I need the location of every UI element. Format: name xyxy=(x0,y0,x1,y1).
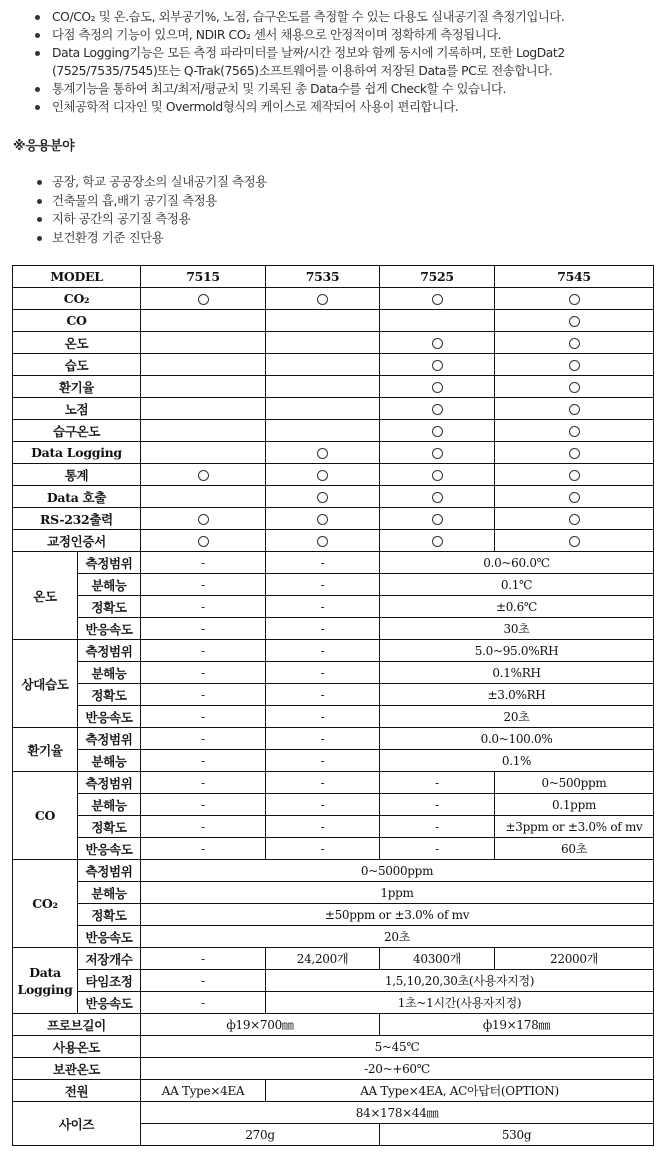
supported-mark-icon xyxy=(569,426,580,437)
spec-cell-7525-7545: ±3.0%RH xyxy=(380,684,654,706)
spec-cell-all-models: 20초 xyxy=(141,926,654,948)
spec-sublabel: 측정범위 xyxy=(78,728,141,750)
spec-cell-7525-7545: 0.1%RH xyxy=(380,662,654,684)
application-text: 공장, 학교 공공장소의 실내공기질 측정용 xyxy=(52,175,267,189)
spec-cell-7535: - xyxy=(266,794,380,816)
feature-label: RS-232출력 xyxy=(13,508,141,530)
supported-mark-icon xyxy=(569,316,580,327)
bullet-icon xyxy=(35,51,40,56)
feature-availability-cell xyxy=(141,288,266,310)
logging-storage-cell: 24,200개 xyxy=(266,948,380,970)
spec-cell-7515: - xyxy=(141,728,266,750)
supported-mark-icon xyxy=(198,294,209,305)
storage-temp-label: 보관온도 xyxy=(13,1058,141,1080)
supported-mark-icon xyxy=(198,536,209,547)
supported-mark-icon xyxy=(317,536,328,547)
supported-mark-icon xyxy=(432,514,443,525)
logging-label-line2: Logging xyxy=(17,981,73,997)
spec-sublabel: 반응속도 xyxy=(78,926,141,948)
feature-label: 환기율 xyxy=(13,376,141,398)
spec-cell-7515: - xyxy=(141,596,266,618)
spec-table xyxy=(12,265,654,1146)
feature-label: CO₂ xyxy=(13,288,141,310)
model-7535-header: 7535 xyxy=(266,266,380,288)
bullet-icon xyxy=(35,87,40,92)
model-7515-header: 7515 xyxy=(141,266,266,288)
feature-label: Data 호출 xyxy=(13,486,141,508)
supported-mark-icon xyxy=(432,470,443,481)
feature-availability-cell xyxy=(495,398,654,420)
spec-cell-7545: 0.1ppm xyxy=(495,794,654,816)
feature-label: CO xyxy=(13,310,141,332)
feature-item xyxy=(0,80,666,98)
logging-spec-row xyxy=(13,948,654,970)
spec-cell-7525: - xyxy=(380,794,495,816)
spec-sublabel: 정확도 xyxy=(78,596,141,618)
spec-sublabel: 측정범위 xyxy=(78,860,141,882)
probe-row xyxy=(13,1014,654,1036)
humidity-spec-row xyxy=(13,706,654,728)
feature-availability-cell xyxy=(266,398,380,420)
header-row xyxy=(13,266,654,288)
spec-sublabel: 측정범위 xyxy=(78,552,141,574)
feature-text: 통계기능을 통하여 최고/최저/평균치 및 기록된 총 Data수를 쉽게 Check할 수 있습니다. xyxy=(52,82,507,96)
spec-cell-7515: - xyxy=(141,816,266,838)
spec-cell-7535: - xyxy=(266,750,380,772)
spec-sublabel: 분해능 xyxy=(78,794,141,816)
logging-response-cell: 1초~1시간(사용자지정) xyxy=(266,992,654,1014)
co2-spec-row xyxy=(13,904,654,926)
ventilation-spec-row xyxy=(13,728,654,750)
spec-cell-7515: - xyxy=(141,662,266,684)
feature-row xyxy=(13,420,654,442)
feature-availability-cell xyxy=(380,530,495,552)
temperature-spec-row xyxy=(13,596,654,618)
feature-availability-cell xyxy=(380,442,495,464)
temperature-group-label: 온도 xyxy=(13,552,78,640)
ventilation-spec-row xyxy=(13,750,654,772)
feature-item-continuation xyxy=(0,62,666,80)
humidity-spec-row xyxy=(13,640,654,662)
power-cell-7515: AA Type×4EA xyxy=(141,1080,266,1102)
feature-availability-cell xyxy=(495,310,654,332)
spec-cell-7525: - xyxy=(380,816,495,838)
spec-cell-7525: - xyxy=(380,838,495,860)
feature-item xyxy=(0,26,666,44)
spec-cell-7535: - xyxy=(266,728,380,750)
logging-interval-cell: 1,5,10,20,30초(사용자지정) xyxy=(266,970,654,992)
co-spec-row xyxy=(13,794,654,816)
size-dimensions: 84×178×44㎜ xyxy=(141,1102,654,1124)
co-spec-row xyxy=(13,772,654,794)
feature-availability-cell xyxy=(141,376,266,398)
spec-cell-7535: - xyxy=(266,662,380,684)
feature-text: CO/CO₂ 및 온.습도, 외부공기%, 노점, 습구온도를 측정할 수 있는 다용도 실내공기질 측정기입니다. xyxy=(52,10,565,24)
application-text: 지하 공간의 공기질 측정용 xyxy=(52,212,191,226)
logging-storage-cell: 40300개 xyxy=(380,948,495,970)
spec-cell-7515: - xyxy=(141,838,266,860)
power-cell-others: AA Type×4EA, AC아답터(OPTION) xyxy=(266,1080,654,1102)
supported-mark-icon xyxy=(432,426,443,437)
spec-sublabel: 분해능 xyxy=(78,662,141,684)
spec-sublabel: 반응속도 xyxy=(78,706,141,728)
spec-cell-7515: - xyxy=(141,618,266,640)
spec-cell-7535: - xyxy=(266,618,380,640)
feature-availability-cell xyxy=(266,530,380,552)
spec-cell-7525-7545: 5.0~95.0%RH xyxy=(380,640,654,662)
spec-cell-all-models: 1ppm xyxy=(141,882,654,904)
feature-text: 인체공학적 디자인 및 Overmold형식의 케이스로 제작되어 사용이 편리합니다. xyxy=(52,100,459,114)
spec-cell-7535: - xyxy=(266,552,380,574)
co-spec-row xyxy=(13,816,654,838)
spec-cell-7535: - xyxy=(266,772,380,794)
spec-cell-7535: - xyxy=(266,684,380,706)
power-row xyxy=(13,1080,654,1102)
co-spec-row xyxy=(13,838,654,860)
feature-row xyxy=(13,354,654,376)
spec-cell-7515: - xyxy=(141,772,266,794)
logging-label-line1: Data xyxy=(29,964,61,980)
feature-text: Data Logging기능은 모든 측정 파라미터를 날짜/시간 정보와 함께 동시에 기록하며, 또한 LogDat2 xyxy=(52,46,565,60)
spec-cell-7535: - xyxy=(266,838,380,860)
spec-cell-7515: - xyxy=(141,706,266,728)
humidity-group-label: 상대습도 xyxy=(13,640,78,728)
spec-cell-7525-7545: 20초 xyxy=(380,706,654,728)
application-text: 보건환경 기준 진단용 xyxy=(52,230,164,245)
feature-availability-cell xyxy=(380,464,495,486)
supported-mark-icon xyxy=(317,294,328,305)
spec-sublabel: 반응속도 xyxy=(78,838,141,860)
spec-sublabel: 정확도 xyxy=(78,684,141,706)
supported-mark-icon xyxy=(569,382,580,393)
feature-list xyxy=(0,8,666,116)
logging-spec-row xyxy=(13,970,654,992)
feature-availability-cell xyxy=(266,376,380,398)
feature-item xyxy=(0,98,666,116)
spec-cell-7535: - xyxy=(266,706,380,728)
supported-mark-icon xyxy=(569,448,580,459)
supported-mark-icon xyxy=(432,338,443,349)
feature-availability-cell xyxy=(266,354,380,376)
size-label: 사이즈 xyxy=(13,1102,141,1146)
bullet-icon xyxy=(37,199,42,204)
spec-cell-7515: - xyxy=(141,640,266,662)
feature-availability-cell xyxy=(266,332,380,354)
feature-availability-cell xyxy=(266,420,380,442)
spec-cell-7545: 60초 xyxy=(495,838,654,860)
supported-mark-icon xyxy=(317,448,328,459)
supported-mark-icon xyxy=(569,294,580,305)
supported-mark-icon xyxy=(432,382,443,393)
feature-row xyxy=(13,486,654,508)
spec-cell-7515: - xyxy=(141,750,266,772)
probe-cell-7515-7535: ф19×700㎜ xyxy=(141,1014,380,1036)
logging-spec-row xyxy=(13,992,654,1014)
spec-sublabel: 측정범위 xyxy=(78,640,141,662)
co2-spec-row xyxy=(13,926,654,948)
logging-storage-cell: - xyxy=(141,948,266,970)
feature-availability-cell xyxy=(266,288,380,310)
bullet-icon xyxy=(35,33,40,38)
feature-availability-cell xyxy=(380,486,495,508)
application-item xyxy=(0,173,267,192)
supported-mark-icon xyxy=(569,404,580,415)
operating-temp-row xyxy=(13,1036,654,1058)
spec-sublabel: 저장개수 xyxy=(78,948,141,970)
feature-availability-cell xyxy=(380,420,495,442)
temperature-spec-row xyxy=(13,552,654,574)
supported-mark-icon xyxy=(432,404,443,415)
spec-sublabel: 반응속도 xyxy=(78,618,141,640)
spec-cell-7545: 0~500ppm xyxy=(495,772,654,794)
co2-spec-row xyxy=(13,860,654,882)
spec-cell-7525-7545: 0.0~100.0% xyxy=(380,728,654,750)
bullet-icon xyxy=(35,105,40,110)
spec-sublabel: 반응속도 xyxy=(78,992,141,1014)
bullet-icon xyxy=(35,15,40,20)
co2-group-label: CO₂ xyxy=(13,860,78,948)
feature-availability-cell xyxy=(141,398,266,420)
feature-availability-cell xyxy=(380,398,495,420)
spec-cell-7515: - xyxy=(141,552,266,574)
feature-availability-cell xyxy=(380,508,495,530)
probe-label: 프로브길이 xyxy=(13,1014,141,1036)
size-row xyxy=(13,1102,654,1124)
feature-row xyxy=(13,464,654,486)
spec-cell-7535: - xyxy=(266,574,380,596)
feature-availability-cell xyxy=(495,354,654,376)
feature-availability-cell xyxy=(495,332,654,354)
bullet-icon xyxy=(37,180,42,185)
feature-item xyxy=(0,8,666,26)
applications-list xyxy=(0,173,267,247)
supported-mark-icon xyxy=(317,514,328,525)
spec-cell-7535: - xyxy=(266,596,380,618)
feature-label: 습도 xyxy=(13,354,141,376)
spec-sublabel: 분해능 xyxy=(78,750,141,772)
logging-storage-cell: 22000개 xyxy=(495,948,654,970)
feature-availability-cell xyxy=(141,486,266,508)
supported-mark-icon xyxy=(432,448,443,459)
spec-sublabel: 측정범위 xyxy=(78,772,141,794)
feature-label: 통계 xyxy=(13,464,141,486)
supported-mark-icon xyxy=(317,470,328,481)
feature-label: 교정인증서 xyxy=(13,530,141,552)
feature-availability-cell xyxy=(495,376,654,398)
spec-cell-7515: - xyxy=(141,574,266,596)
application-item xyxy=(0,192,267,211)
storage-temp-row xyxy=(13,1058,654,1080)
feature-availability-cell xyxy=(495,442,654,464)
spec-cell-7515: - xyxy=(141,992,266,1014)
application-item xyxy=(0,229,267,248)
humidity-spec-row xyxy=(13,662,654,684)
spec-cell-7525-7545: ±0.6℃ xyxy=(380,596,654,618)
weight-cell-7515-7535: 270g xyxy=(141,1124,380,1146)
feature-item xyxy=(0,44,666,62)
spec-cell-7525: - xyxy=(380,772,495,794)
spec-sublabel: 정확도 xyxy=(78,816,141,838)
logging-group-label xyxy=(13,948,78,1014)
feature-availability-cell xyxy=(141,442,266,464)
feature-availability-cell xyxy=(141,354,266,376)
probe-cell-7525-7545: ф19×178㎜ xyxy=(380,1014,654,1036)
spec-cell-7535: - xyxy=(266,816,380,838)
feature-label: 습구온도 xyxy=(13,420,141,442)
model-7525-header: 7525 xyxy=(380,266,495,288)
feature-label: Data Logging xyxy=(13,442,141,464)
supported-mark-icon xyxy=(432,294,443,305)
feature-availability-cell xyxy=(380,354,495,376)
feature-availability-cell xyxy=(141,332,266,354)
spec-sublabel: 정확도 xyxy=(78,904,141,926)
storage-temp-value: -20~+60℃ xyxy=(141,1058,654,1080)
application-item xyxy=(0,210,267,229)
feature-availability-cell xyxy=(141,464,266,486)
feature-availability-cell xyxy=(380,310,495,332)
spec-cell-7525-7545: 0.1℃ xyxy=(380,574,654,596)
feature-text: (7525/7535/7545)또는 Q-Trak(7565)소프트웨어를 이용하여 저장된 Data를 PC로 전송합니다. xyxy=(52,64,553,78)
feature-text: 다점 측정의 기능이 있으며, NDIR CO₂ 센서 채용으로 안정적이며 정확하게 측정됩니다. xyxy=(52,28,502,42)
feature-row xyxy=(13,288,654,310)
feature-availability-cell xyxy=(380,332,495,354)
feature-availability-cell xyxy=(495,420,654,442)
humidity-spec-row xyxy=(13,684,654,706)
bullet-icon xyxy=(37,236,42,241)
feature-availability-cell xyxy=(266,442,380,464)
feature-availability-cell xyxy=(141,310,266,332)
application-text: 건축물의 흡,배기 공기질 측정용 xyxy=(52,193,217,208)
feature-availability-cell xyxy=(495,288,654,310)
model-7545-header: 7545 xyxy=(495,266,654,288)
co2-spec-row xyxy=(13,882,654,904)
spec-cell-7545: ±3ppm or ±3.0% of mv xyxy=(495,816,654,838)
feature-row xyxy=(13,398,654,420)
spec-cell-7515: - xyxy=(141,684,266,706)
co-group-label: CO xyxy=(13,772,78,860)
supported-mark-icon xyxy=(432,360,443,371)
supported-mark-icon xyxy=(569,360,580,371)
feature-availability-cell xyxy=(266,486,380,508)
feature-availability-cell xyxy=(141,530,266,552)
spec-cell-7515: - xyxy=(141,794,266,816)
feature-availability-cell xyxy=(266,464,380,486)
feature-availability-cell xyxy=(141,420,266,442)
spec-cell-7535: - xyxy=(266,640,380,662)
feature-availability-cell xyxy=(380,288,495,310)
feature-row xyxy=(13,332,654,354)
bullet-icon xyxy=(37,217,42,222)
operating-temp-value: 5~45℃ xyxy=(141,1036,654,1058)
spec-cell-all-models: ±50ppm or ±3.0% of mv xyxy=(141,904,654,926)
feature-availability-cell xyxy=(495,464,654,486)
spec-cell-7515: - xyxy=(141,970,266,992)
feature-availability-cell xyxy=(141,508,266,530)
feature-availability-cell xyxy=(495,530,654,552)
spec-sublabel: 타임조정 xyxy=(78,970,141,992)
feature-row xyxy=(13,530,654,552)
spec-cell-7525-7545: 0.1% xyxy=(380,750,654,772)
supported-mark-icon xyxy=(569,514,580,525)
supported-mark-icon xyxy=(432,492,443,503)
feature-row xyxy=(13,376,654,398)
power-label: 전원 xyxy=(13,1080,141,1102)
supported-mark-icon xyxy=(569,470,580,481)
operating-temp-label: 사용온도 xyxy=(13,1036,141,1058)
weight-cell-7525-7545: 530g xyxy=(380,1124,654,1146)
model-header: MODEL xyxy=(13,266,141,288)
feature-availability-cell xyxy=(380,376,495,398)
spec-sublabel: 분해능 xyxy=(78,882,141,904)
feature-row xyxy=(13,442,654,464)
supported-mark-icon xyxy=(317,492,328,503)
feature-availability-cell xyxy=(266,508,380,530)
feature-availability-cell xyxy=(495,486,654,508)
spec-cell-7525-7545: 30초 xyxy=(380,618,654,640)
supported-mark-icon xyxy=(569,338,580,349)
supported-mark-icon xyxy=(198,514,209,525)
feature-availability-cell xyxy=(266,310,380,332)
spec-cell-all-models: 0~5000ppm xyxy=(141,860,654,882)
temperature-spec-row xyxy=(13,574,654,596)
feature-availability-cell xyxy=(495,508,654,530)
feature-row xyxy=(13,310,654,332)
feature-label: 노점 xyxy=(13,398,141,420)
ventilation-group-label: 환기율 xyxy=(13,728,78,772)
spec-sublabel: 분해능 xyxy=(78,574,141,596)
feature-label: 온도 xyxy=(13,332,141,354)
spec-cell-7525-7545: 0.0~60.0℃ xyxy=(380,552,654,574)
supported-mark-icon xyxy=(569,492,580,503)
feature-row xyxy=(13,508,654,530)
supported-mark-icon xyxy=(198,470,209,481)
temperature-spec-row xyxy=(13,618,654,640)
supported-mark-icon xyxy=(569,536,580,547)
applications-title: ※응용분야 xyxy=(13,139,75,154)
supported-mark-icon xyxy=(432,536,443,547)
